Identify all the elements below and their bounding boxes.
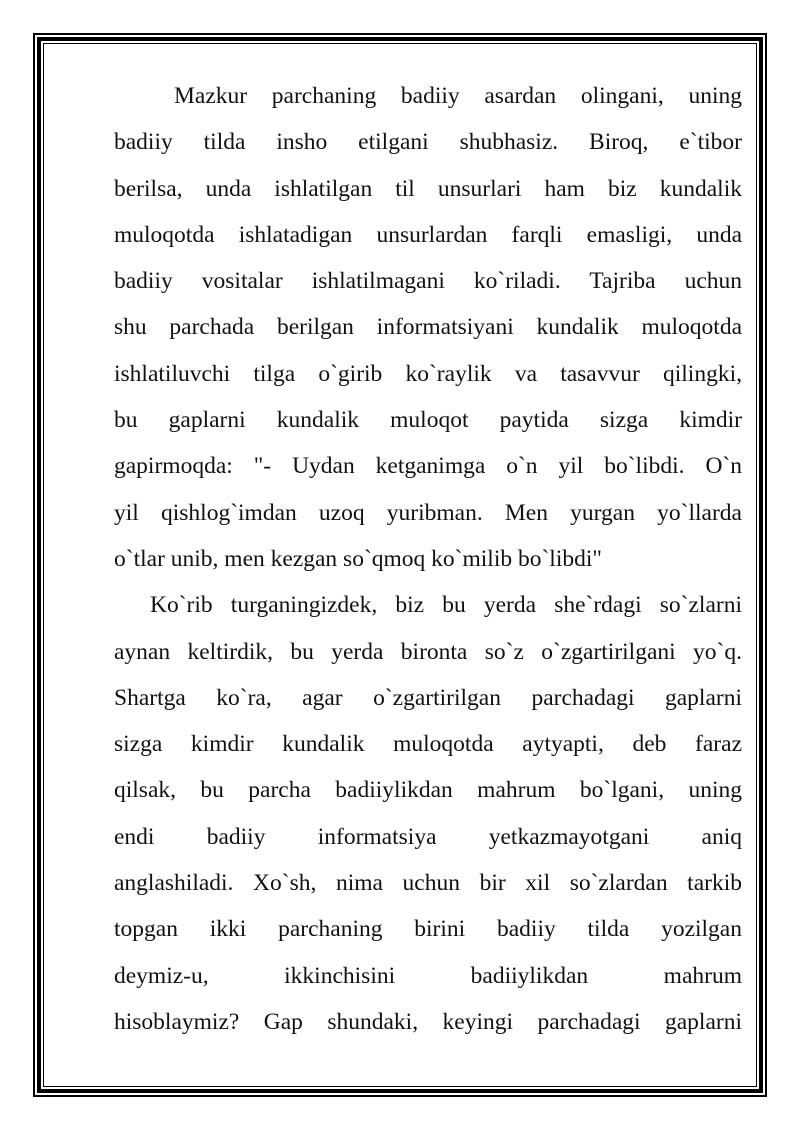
text-line: Ko`rib turganingizdek, biz bu yerda she`rdagi so`zlarni (150, 592, 742, 619)
text-line: aynan keltirdik, bu yerda bironta so`z o`zgartirilgani yo`q. (114, 638, 742, 665)
text-line: badiiy tilda insho etilgani shubhasiz. Biroq, e`tibor (114, 129, 742, 156)
text-line: hisoblaymiz? Gap shundaki, keyingi parchadagi gaplarni (114, 1008, 742, 1035)
text-line: muloqotda ishlatadigan unsurlardan farqli emasligi, unda (114, 221, 742, 248)
text-line: berilsa, unda ishlatilgan til unsurlari ham biz kundalik (114, 175, 742, 202)
text-line: o`tlar unib, men kezgan so`qmoq ko`milib bo`libdi" (114, 545, 602, 572)
text-line: yil qishlog`imdan uzoq yuribman. Men yurgan yo`llarda (114, 499, 742, 526)
text-line: gapirmoqda: "- Uydan ketganimga o`n yil bo`libdi. O`n (114, 453, 742, 480)
text-line: deymiz-u, ikkinchisini badiiylikdan mahrum (114, 962, 742, 989)
text-line: shu parchada berilgan informatsiyani kundalik muloqotda (114, 314, 742, 341)
text-line: topgan ikki parchaning birini badiiy tilda yozilgan (114, 916, 742, 943)
text-line: anglashiladi. Xo`sh, nima uchun bir xil so`zlardan tarkib (114, 870, 742, 897)
text-line: sizga kimdir kundalik muloqotda aytyapti, deb faraz (114, 731, 742, 758)
paragraph (114, 73, 742, 582)
document-text (114, 73, 742, 1045)
text-line: Shartga ko`ra, agar o`zgartirilgan parchadagi gaplarni (114, 684, 742, 711)
text-line: bu gaplarni kundalik muloqot paytida sizga kimdir (114, 407, 742, 434)
text-line: ishlatiluvchi tilga o`girib ko`raylik va tasavvur qilingki, (114, 360, 742, 387)
text-line: Mazkur parchaning badiiy asardan olingani, uning (174, 83, 742, 109)
text-line: endi badiiy informatsiya yetkazmayotgani aniq (114, 823, 742, 850)
text-line: qilsak, bu parcha badiiylikdan mahrum bo`lgani, uning (114, 777, 742, 804)
paragraph (114, 582, 742, 1045)
text-line: badiiy vositalar ishlatilmagani ko`riladi. Tajriba uchun (114, 268, 742, 295)
